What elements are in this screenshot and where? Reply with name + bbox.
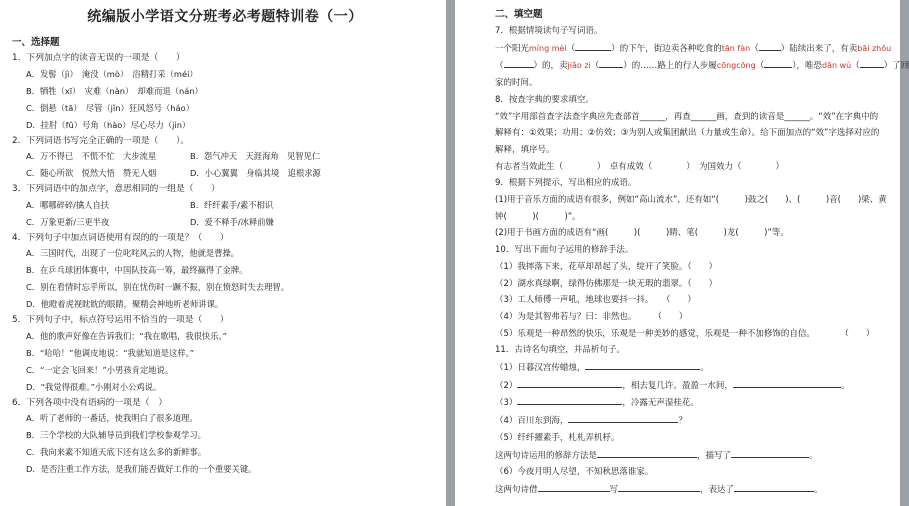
question-1-option-a: A．发髻（jì） 淹没（mò） 浴精打采（méi） (26, 68, 198, 79)
answer-blank[interactable] (618, 481, 700, 492)
question-11-item-4 (495, 412, 892, 430)
question-2-option-c: C．随心所欲 悦然大悟 赞无人烟 (26, 168, 157, 178)
question-8-line-3: 解释，填序号。 (495, 144, 555, 155)
question-11-text: （4）百川东到海， (495, 416, 569, 427)
question-8-line-4: 有志者当效此生（ ） 卓有成效（ ） 为国效力（ ） (495, 161, 785, 172)
question-11-text: ？ (678, 416, 687, 427)
answer-blank[interactable] (504, 57, 534, 68)
answer-blank[interactable] (597, 447, 697, 458)
section-heading-fill: 二、填空题 (495, 9, 543, 20)
answer-blank[interactable] (517, 377, 622, 388)
question-10-item-2: （2）湖水真绿啊，绿得仿佛那是一块无瑕的翡翠。（ ） (495, 278, 718, 289)
question-4-option-b: B．在乒乓球团体赛中，中国队技高一筹，最终赢得了金牌。 (26, 265, 248, 275)
question-7-text: 陆续出来了，有卖 (789, 43, 858, 54)
question-5-stem: 5．下列句子中，标点符号运用不恰当的一项是（ ） (12, 315, 229, 325)
document-page-right (455, 0, 909, 506)
question-4-option-c: C．别在看情时忘乎所以，别在忧伤时一蹶不振，别在愤怒时失去理智。 (26, 282, 289, 292)
question-8-line-1: “效”字用部首查字法查字典应先查部首______，再查______画，查到的读音是______。“效”在字典中的 (495, 111, 879, 122)
question-4-option-d: D．他瞪着虎视眈眈的眼睛，聚精会神地听老师讲课。 (26, 299, 224, 309)
question-3-option-c: C．万象更新/三更半夜 (26, 216, 110, 227)
question-1-option-c: C．倒悬（tā） 尽管（jǐn）狂风怒号（háo） (26, 102, 195, 113)
question-5-option-d: D．“我觉得很难。”小刚对小公鸡说。 (26, 381, 162, 392)
document-page-left (0, 0, 446, 506)
question-11-stem: 11．古诗名句填空，并品析句子。 (495, 345, 625, 356)
question-7-line-3: 家的时间。 (495, 78, 538, 89)
question-6-option-c: C．我向来素不知道天底下还有这么多的新鲜事。 (26, 447, 207, 457)
question-2-options-row (12, 165, 438, 182)
question-11-text: 这两句诗借 (495, 484, 538, 495)
question-11-text: ，描写了 (697, 450, 732, 461)
question-7-text: ，唯恐 (796, 61, 822, 72)
question-3-option-d: D．爱不释手/冰释前嫌 (190, 216, 274, 227)
section-heading-choice: 一、选择题 (12, 37, 60, 48)
question-7-text: 的，卖 (542, 61, 568, 72)
question-4-option-a: A．三国时代，出现了一位叱咤风云的人物，他就是曹操。 (26, 248, 240, 258)
question-11-text: 。 (814, 484, 823, 495)
answer-blank[interactable] (538, 481, 610, 492)
question-7-line-2: （ ）的，卖jiǎo zi（ ）的……路上的行人步履cōngcōng（ ），唯恐dān wù（ ）了回 (495, 57, 892, 75)
question-2-options-row (12, 148, 438, 165)
question-11-text: ，相去复几许。盈盈一水间， (622, 380, 733, 391)
question-7-stem: 7．根据情境读句子写词语。 (495, 26, 603, 36)
question-2-stem: 2．下列词语书写完全正确的一项是（ ）。 (12, 135, 190, 146)
question-11-analysis-1 (495, 447, 892, 465)
question-11-item-2 (495, 377, 892, 395)
question-11-text: 。 (840, 380, 850, 391)
question-11-item-3 (495, 394, 892, 412)
answer-blank[interactable] (568, 412, 678, 423)
question-7-text: 的下午，街边卖各种吃食的 (619, 43, 722, 54)
question-8-line-2: 解释有：①效果；功用；②仿效；③为别人或集团献出（力量或生命）。给下面加点的“效”字选择对应的 (495, 128, 880, 139)
pinyin-hint: bāi zhōu (857, 43, 892, 53)
question-11-item-1 (495, 359, 892, 377)
question-11-text: ，表达了 (700, 484, 735, 495)
question-5-option-a: A．他的歌声好像在告诉我们：“我在歌唱，我很快乐。” (26, 330, 227, 341)
question-11-item-5: （5）纤纤擢素手，札札弄机杼。 (495, 432, 620, 443)
answer-blank[interactable] (733, 377, 841, 388)
question-3-options-row (12, 214, 438, 231)
question-11-text: 这两句诗运用的修辞方法是 (495, 450, 598, 461)
answer-blank[interactable] (734, 481, 814, 492)
answer-blank[interactable] (759, 40, 781, 51)
answer-blank[interactable] (585, 359, 700, 370)
question-7-text: 的……路上的行人步履 (631, 61, 717, 72)
question-6-option-a: A．听了老师的一番话，使我明白了很多道理。 (26, 413, 198, 423)
question-1-stem: 1．下列加点字的读音无误的一项是（ ） (12, 53, 185, 63)
question-7-line-1: 一个阳光míng mèi（ ）的下午，街边卖各种吃食的tān fàn（ ）陆续出来了，有卖bāi zhōu (495, 40, 892, 58)
pinyin-hint: tān fàn (721, 43, 751, 53)
question-10-stem: 10．写出下面句子运用的修辞手法。 (495, 245, 634, 256)
question-3-options-row (12, 197, 438, 214)
question-11-item-6: （6）今夜月明人尽望，不知秋思落谁家。 (495, 467, 654, 478)
pinyin-hint: dān wù (822, 61, 852, 71)
question-9-line-1: (1)用于音乐方面的成语有很多，例如“高山流水”，还有如“( )鼓之( )、( )音( )梁、黄 (495, 195, 887, 206)
document-title: 统编版小学语文分班考必考题特训卷（一） (87, 9, 363, 25)
answer-blank[interactable] (860, 57, 884, 68)
question-3-option-b: B．纤纤素手/素不相识 (190, 199, 274, 210)
question-3-stem: 3．下列词语中的加点字，意思相同的一组是（ ） (12, 184, 220, 194)
question-6-option-b: B．三个学校的大队辅导员到我们学校参观学习。 (26, 430, 206, 440)
pinyin-hint: míng mèi (529, 43, 567, 53)
question-9-line-3: (2)用于书画方面的成语有“画( )( )睛、笔( )龙( )”等。 (495, 228, 789, 239)
pinyin-hint: jiǎo zi (567, 61, 591, 71)
answer-blank[interactable] (599, 57, 623, 68)
pinyin-hint: cōngcōng (716, 61, 756, 71)
question-9-stem: 9．根据下列提示，写出相应的成语。 (495, 178, 637, 189)
answer-blank[interactable] (731, 447, 809, 458)
question-1-option-d: D．挂肘（fǔ）号角（hào）尽心尽力（jìn） (26, 119, 191, 130)
question-5-option-c: C．“一定会飞回来！”小男孩肯定地说。 (26, 364, 174, 375)
question-6-option-d: D．是否注重工作方法，是我们能否做好工作的一个重要关键。 (26, 464, 257, 474)
question-11-text: 。 (700, 363, 709, 374)
question-4-stem: 4．下列句子中加点词语使用有误的的一项是？（ ） (12, 232, 229, 243)
question-11-text: （3） (495, 398, 518, 409)
question-2-option-b: B．怨气冲天 天涯海角 见智见仁 (190, 151, 321, 161)
question-10-item-5: （5）乐观是一种昂然的快乐，乐观是一种美妙的感觉，乐观是一种不加修饰的自信。 （ ） (495, 328, 875, 339)
question-11-text: （1）日暮汉宫传蜡烛， (495, 363, 586, 374)
question-11-text: 。 (809, 450, 818, 461)
question-2-option-a: A．万不得已 不慌不忙 大步流星 (26, 151, 157, 161)
question-11-text: （2） (495, 380, 518, 391)
answer-blank[interactable] (517, 394, 622, 405)
answer-blank[interactable] (764, 57, 792, 68)
question-8-stem: 8．按查字典的要求填空。 (495, 94, 594, 105)
question-11-text: ，冷露无声湿桂花。 (622, 398, 699, 409)
question-11-analysis-2 (495, 481, 892, 499)
question-7-text: 一个阳光 (495, 43, 530, 54)
question-5-option-b: B．“哈哈！”他调皮地说：“我就知道是这样。” (26, 347, 195, 358)
question-3-option-a: A．哪哪碎碎/擒人自扶 (26, 199, 110, 210)
page-gutter (446, 0, 455, 506)
question-10-item-3: （3）工人师傅一声吼，地球也要抖一抖。 （ ） (495, 295, 696, 306)
question-10-item-1: （1）我摔落下来，花草却昂起了头，绽开了笑脸。（ ） (495, 261, 718, 272)
question-10-item-4: （4）为是其智弗若与？曰：非然也。 （ ） (495, 311, 688, 322)
question-6-stem: 6．下列各项中没有语病的一项是（ ） (12, 397, 168, 408)
answer-blank[interactable] (575, 40, 611, 51)
question-9-line-2: 钟( )( )”。 (495, 211, 581, 222)
question-7-text: 了回 (892, 61, 909, 72)
question-1-option-b: B．牺牲（xī） 灾难（nàn） 却难而退（nán） (26, 85, 203, 96)
question-2-option-d: D．小心翼翼 身临其境 追根求源 (190, 168, 321, 178)
question-11-text: 写 (609, 484, 619, 495)
